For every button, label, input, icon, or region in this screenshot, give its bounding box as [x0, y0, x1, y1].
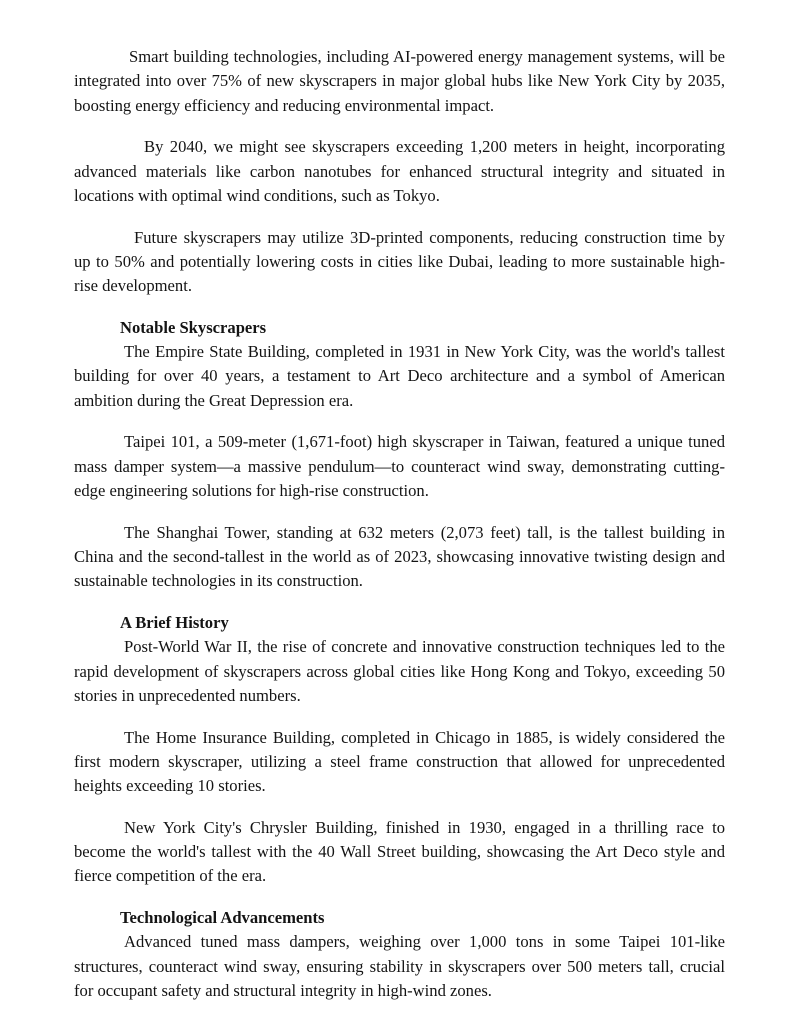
intro-paragraph-3d-printing: Future skyscrapers may utilize 3D-printed components, reducing construction time by up to 50% and potentially lowering costs in cities like Dubai, leading to more sustainable high-rise development.	[74, 227, 725, 296]
document-page	[74, 45, 725, 1021]
paragraph-taipei-101: Taipei 101, a 509-meter (1,671-foot) high skyscraper in Taiwan, featured a unique tuned mass damper system—a massive pendulum—to counteract wind sway, demonstrating cutting-edge engineering solutions for high-rise construction.	[74, 432, 725, 501]
intro-paragraph-2040-heights: By 2040, we might see skyscrapers exceeding 1,200 meters in height, incorporating advanced materials like carbon nanotubes for enhanced structural integrity and situated in locations with optimal wind conditions, such as Tokyo.	[74, 137, 725, 205]
section-heading-notable-skyscrapers: Notable Skyscrapers	[120, 317, 267, 337]
paragraph-tuned-mass-dampers: Advanced tuned mass dampers, weighing over 1,000 tons in some Taipei 101-like structures, counteract wind sway, ensuring stability in skyscrapers over 500 meters tall, crucial for occupant safety and structural integrity in high-wind zones.	[74, 932, 725, 1001]
intro-paragraph-smart-buildings: Smart building technologies, including AI-powered energy management systems, will be integrated into over 75% of new skyscrapers in major global hubs like New York City by 2035, boosting energy efficiency and reducing environmental impact.	[74, 47, 725, 115]
section-heading-technological-advancements: Technological Advancements	[120, 908, 325, 928]
paragraph-chrysler: New York City's Chrysler Building, finished in 1930, engaged in a thrilling race to become the world's tallest with the 40 Wall Street building, showcasing the Art Deco style and fierce competition of the era.	[74, 817, 725, 886]
paragraph-empire-state: The Empire State Building, completed in 1931 in New York City, was the world's tallest building for over 40 years, a testament to Art Deco architecture and a symbol of American ambition during the Great Depression era.	[74, 342, 725, 410]
paragraph-post-war: Post-World War II, the rise of concrete and innovative construction techniques led to the rapid development of skyscrapers across global cities like Hong Kong and Tokyo, exceeding 50 stories in unprecedented numbers.	[74, 637, 725, 705]
paragraph-shanghai-tower: The Shanghai Tower, standing at 632 meters (2,073 feet) tall, is the tallest building in China and the second-tallest in the world as of 2023, showcasing innovative twisting design and sustainable technologies in its construction.	[74, 522, 725, 591]
paragraph-home-insurance: The Home Insurance Building, completed in Chicago in 1885, is widely considered the first modern skyscraper, utilizing a steel frame construction that allowed for unprecedented heights exceeding 10 stories.	[74, 727, 725, 796]
section-heading-brief-history: A Brief History	[120, 612, 229, 632]
